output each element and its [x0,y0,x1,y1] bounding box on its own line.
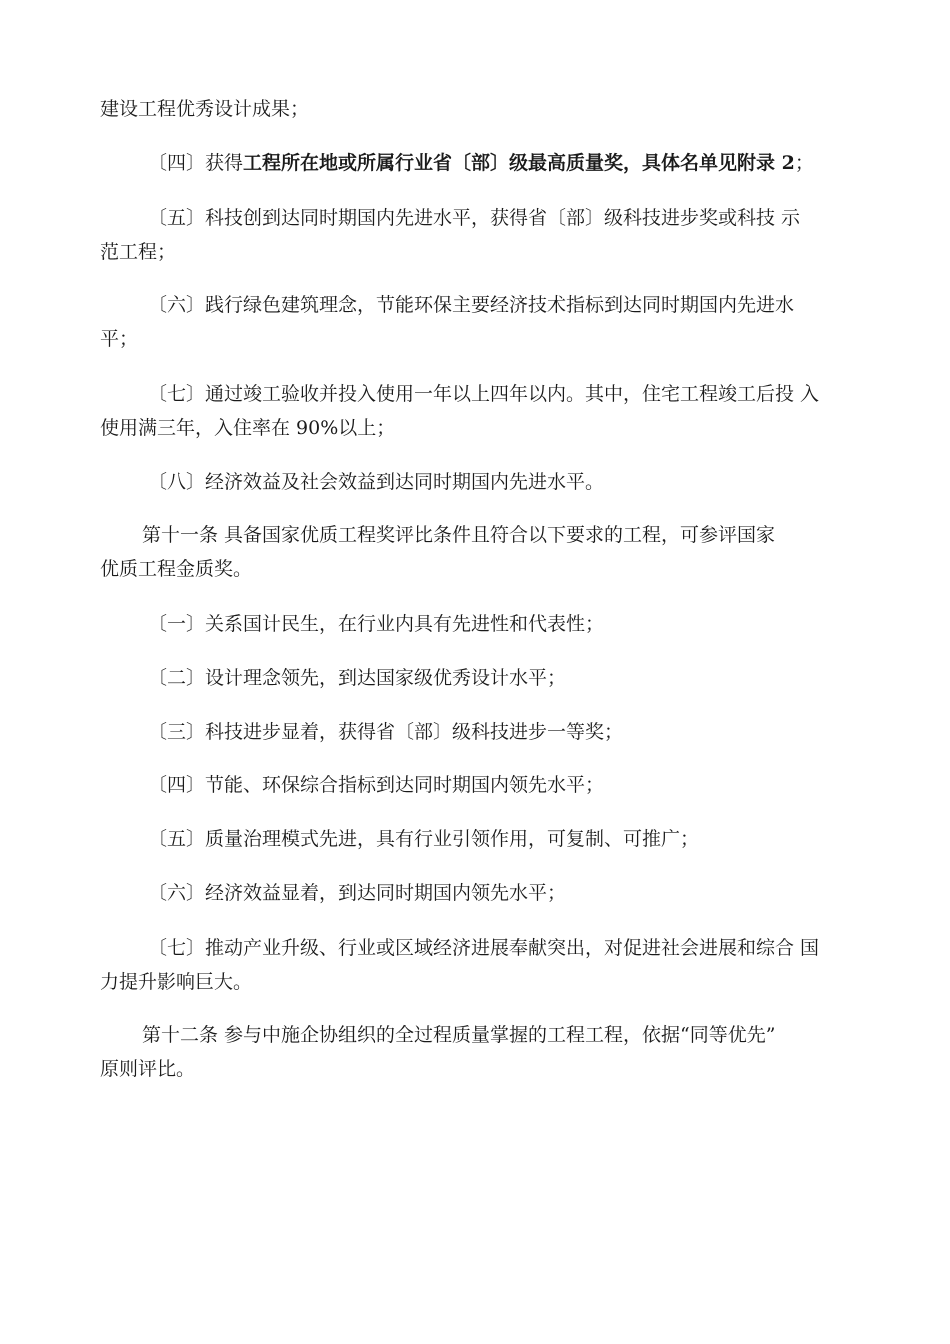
text-line: 〔五〕科技创到达同时期国内先进水平，获得省〔部〕级科技进步奖或科技 示 [148,207,801,229]
text-line: 原则评比。 [100,1058,196,1080]
paragraph-11 [148,768,898,802]
text-line [148,146,898,180]
item-prefix: 〔四〕获得 [148,152,244,174]
text-line: 〔七〕推动产业升级、行业或区域经济进展奉献突出，对促进社会进展和综合 国 [148,937,820,959]
paragraph-2 [148,146,898,180]
paragraph-9 [148,661,898,695]
paragraph-10 [148,715,898,749]
paragraph-4 [100,288,850,356]
text-line: 〔七〕通过竣工验收并投入使用一年以上四年以内。其中，住宅工程竣工后投 入 [148,383,820,405]
bold-text: 工程所在地或所属行业省〔部〕级最高质量奖，具体名单见附录 2 [243,152,795,174]
paragraph-3 [100,201,850,269]
text-line: 使用满三年，入住率在 90%以上； [100,417,396,439]
paragraph-15 [100,1018,850,1086]
text-line: 〔四〕节能、环保综合指标到达同时期国内领先水平； [148,774,605,796]
item-tail: ； [794,152,814,174]
paragraph-6 [148,465,898,499]
text-line: 优质工程金质奖。 [100,558,253,580]
text-line: 〔三〕科技进步显着，获得省〔部〕级科技进步一等奖； [148,721,624,743]
text-line: 〔五〕质量治理模式先进，具有行业引领作用，可复制、可推广； [148,828,700,850]
text-line: 范工程； [100,241,177,263]
text-line: 力提升影响巨大。 [100,971,253,993]
paragraph-1 [100,92,850,126]
paragraph-14 [100,931,850,999]
text-line: 建设工程优秀设计成果； [100,98,310,120]
text-line: 第十二条 参与中施企协组织的全过程质量掌握的工程工程，依据“同等优先” [142,1024,776,1046]
text-line: 〔六〕践行绿色建筑理念，节能环保主要经济技术指标到达同时期国内先进水 [148,294,795,316]
paragraph-13 [148,876,898,910]
text-line: 〔八〕经济效益及社会效益到达同时期国内先进水平。 [148,471,605,493]
text-line: 〔二〕设计理念领先，到达国家级优秀设计水平； [148,667,567,689]
text-line: 平； [100,328,139,350]
paragraph-12 [148,822,898,856]
text-line: 〔一〕关系国计民生，在行业内具有先进性和代表性； [148,613,605,635]
text-line: 第十一条 具备国家优质工程奖评比条件且符合以下要求的工程，可参评国家 [142,524,776,546]
paragraph-5 [100,377,850,445]
paragraph-7 [100,518,850,586]
paragraph-8 [148,607,898,641]
text-line: 〔六〕经济效益显着，到达同时期国内领先水平； [148,882,567,904]
